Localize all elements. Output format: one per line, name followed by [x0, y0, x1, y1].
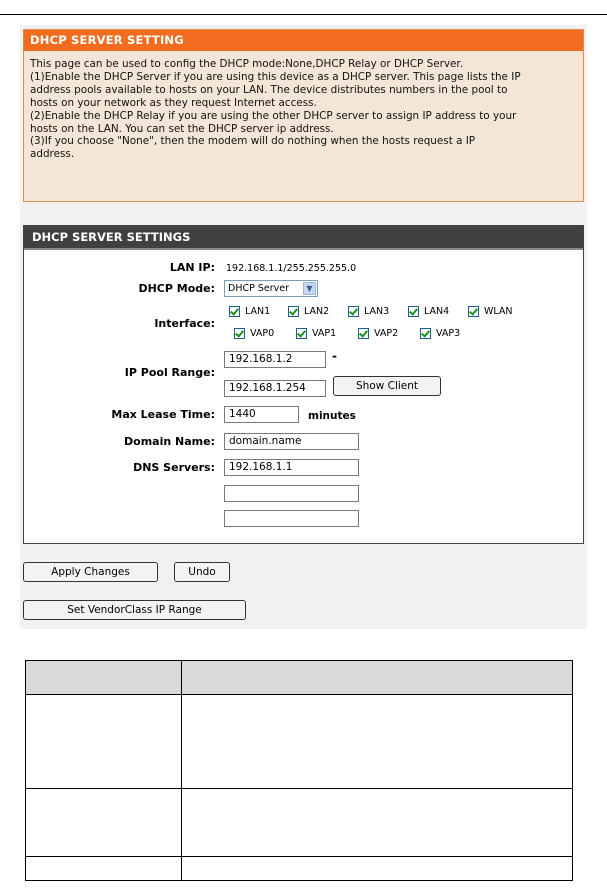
checkbox-icon: [408, 306, 419, 317]
dns-server-2-input[interactable]: [224, 485, 359, 502]
dns-servers-label: DNS Servers:: [133, 461, 215, 474]
info-line: (1)Enable the DHCP Server if you are using this device as a DHCP server. This page lists the IP: [30, 70, 521, 83]
interface-checkbox-lan3[interactable]: LAN3: [348, 306, 389, 317]
table-row: [26, 857, 573, 881]
interface-checkbox-wlan[interactable]: WLAN: [468, 306, 513, 317]
table-cell: [26, 695, 182, 789]
interface-label: Interface:: [154, 317, 215, 330]
info-line: address.: [30, 148, 75, 161]
interface-checkbox-vap3[interactable]: VAP3: [420, 328, 460, 339]
info-box: [23, 29, 584, 202]
interface-checkbox-vap1[interactable]: VAP1: [296, 328, 336, 339]
interface-checkbox-vap2[interactable]: VAP2: [358, 328, 398, 339]
interface-checkbox-lan4[interactable]: LAN4: [408, 306, 449, 317]
domain-name-input[interactable]: domain.name: [224, 433, 359, 450]
checkbox-icon: [234, 328, 245, 339]
info-line: (2)Enable the DHCP Relay if you are using the other DHCP server to assign IP address to your: [30, 109, 517, 122]
ip-pool-start-input[interactable]: 192.168.1.2: [224, 351, 326, 368]
set-vendorclass-ip-range-button[interactable]: Set VendorClass IP Range: [23, 600, 246, 620]
interface-checkbox-lan1[interactable]: LAN1: [229, 306, 270, 317]
table-cell: [182, 695, 573, 789]
ip-pool-end-input[interactable]: 192.168.1.254: [224, 380, 326, 397]
dns-server-3-input[interactable]: [224, 510, 359, 527]
max-lease-label: Max Lease Time:: [111, 408, 215, 421]
table-row: [26, 695, 573, 789]
max-lease-input[interactable]: 1440: [224, 406, 299, 423]
max-lease-unit: minutes: [308, 410, 356, 422]
show-client-button[interactable]: Show Client: [333, 376, 441, 396]
apply-changes-button[interactable]: Apply Changes: [23, 562, 158, 582]
table-header-row: [26, 661, 573, 695]
table-header-cell: [182, 661, 573, 695]
interface-checkbox-lan2[interactable]: LAN2: [288, 306, 329, 317]
info-description: [24, 51, 583, 161]
dns-server-1-input[interactable]: 192.168.1.1: [224, 459, 359, 476]
checkbox-icon: [229, 306, 240, 317]
table-cell: [182, 789, 573, 857]
table-cell: [182, 857, 573, 881]
checkbox-icon: [420, 328, 431, 339]
info-line: hosts on your network as they request Internet access.: [30, 96, 317, 109]
lan-ip-label: LAN IP:: [169, 261, 215, 274]
table-cell: [26, 857, 182, 881]
ip-pool-dash: -: [332, 349, 337, 363]
chevron-down-icon: ▼: [303, 282, 316, 295]
table-cell: [26, 789, 182, 857]
dhcp-mode-label: DHCP Mode:: [138, 282, 215, 295]
table-header-cell: [26, 661, 182, 695]
lan-ip-value: 192.168.1.1/255.255.255.0: [226, 263, 357, 274]
domain-name-label: Domain Name:: [124, 435, 215, 448]
ip-pool-label: IP Pool Range:: [124, 366, 215, 379]
info-line: (3)If you choose "None", then the modem will do nothing when the hosts request a IP: [30, 135, 476, 148]
info-line: address pools available to hosts on your LAN. The device distributes numbers in the pool to: [30, 83, 508, 96]
checkbox-icon: [358, 328, 369, 339]
checkbox-icon: [348, 306, 359, 317]
checkbox-icon: [468, 306, 479, 317]
dhcp-mode-value: DHCP Server: [228, 283, 289, 294]
table-row: [26, 789, 573, 857]
info-line: hosts on the LAN. You can set the DHCP server ip address.: [30, 122, 334, 135]
interface-checkbox-vap0[interactable]: VAP0: [234, 328, 274, 339]
settings-title: DHCP SERVER SETTINGS: [24, 226, 583, 250]
undo-button[interactable]: Undo: [174, 562, 230, 582]
info-title: DHCP SERVER SETTING: [24, 30, 583, 51]
checkbox-icon: [296, 328, 307, 339]
info-line: This page can be used to config the DHCP mode:None,DHCP Relay or DHCP Server.: [30, 58, 464, 70]
description-table: [25, 660, 573, 881]
dhcp-mode-select[interactable]: [224, 280, 318, 297]
top-rule: [0, 14, 607, 15]
checkbox-icon: [288, 306, 299, 317]
